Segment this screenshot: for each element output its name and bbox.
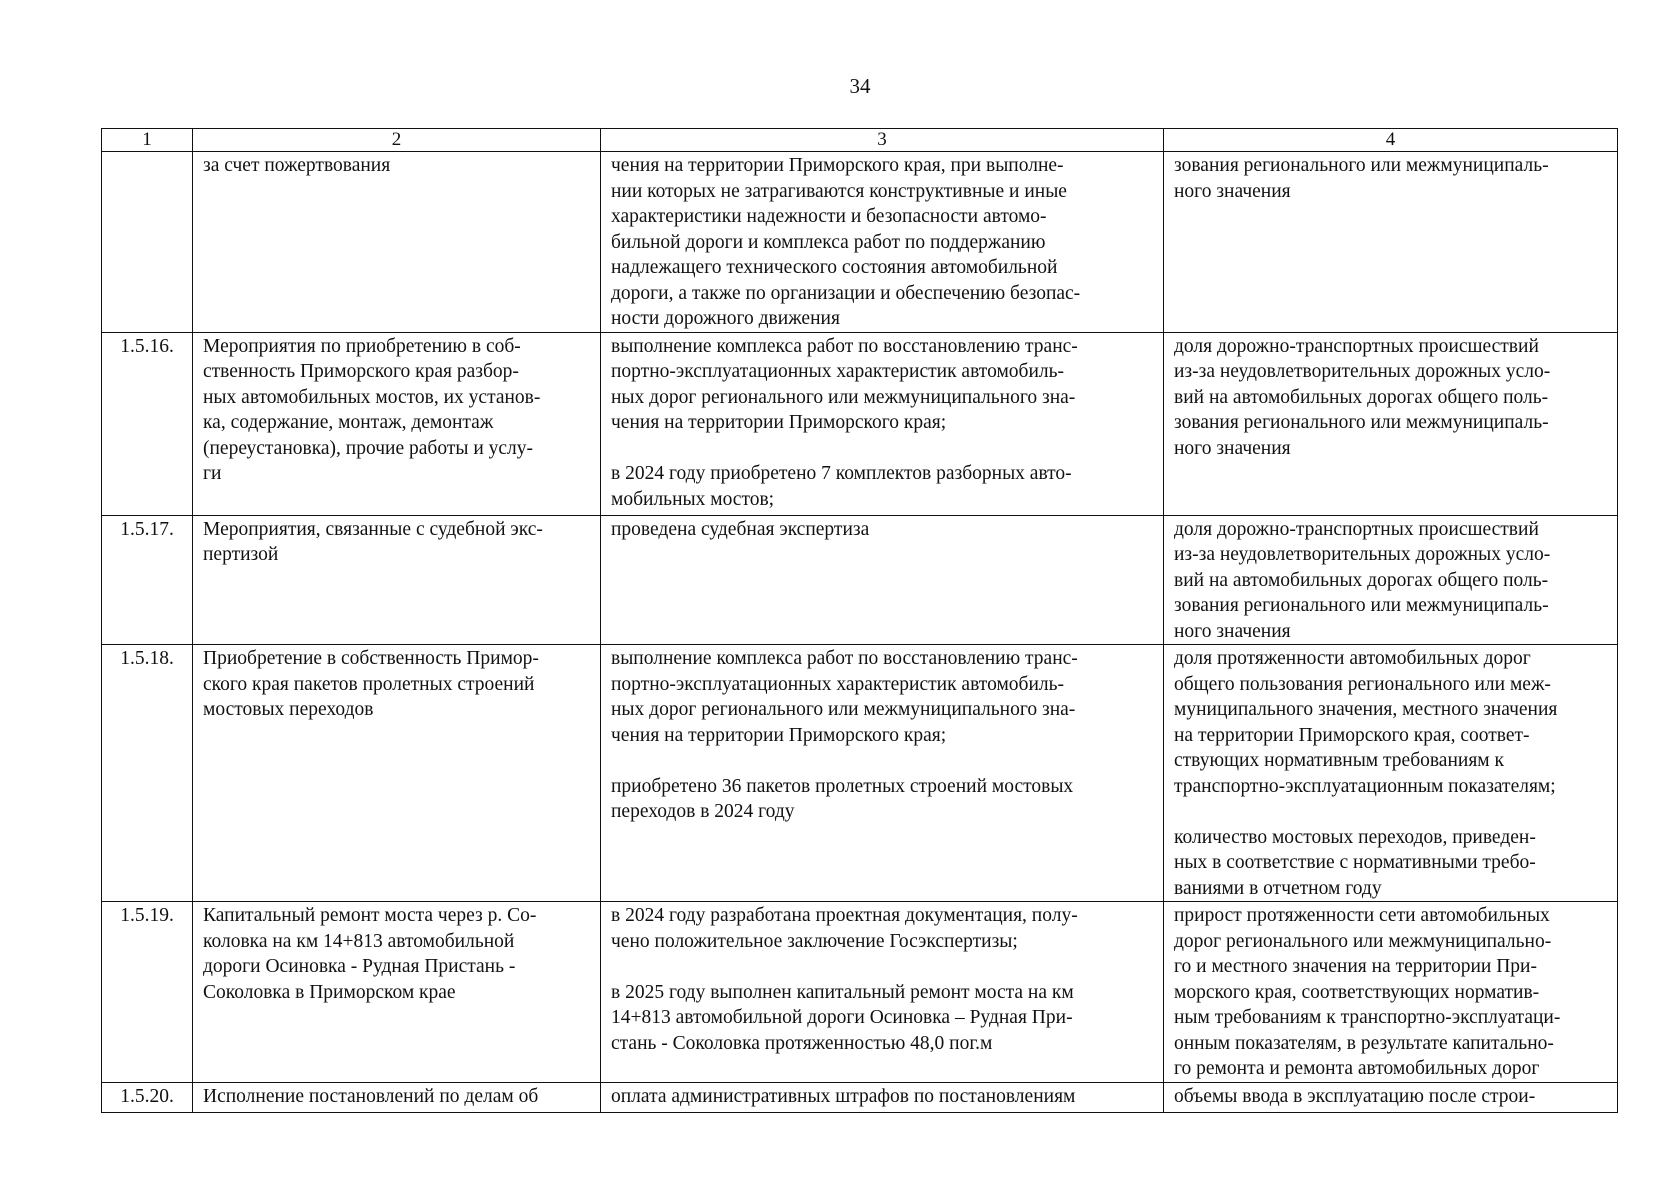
indicator-cell: зования регионального или межмуниципаль- ного значения xyxy=(1164,152,1618,333)
measure-name-cell: Мероприятия по приобретению в соб- ственность Приморского края разбор- ных автомобильных мостов, их установ- ка, содержание, монтаж, демонтаж (переустановка), прочие работы и услу- ги xyxy=(193,332,601,515)
row-number: 1.5.16. xyxy=(102,332,193,515)
result-cell: оплата административных штрафов по постановлениям xyxy=(601,1083,1164,1113)
table-row xyxy=(102,645,1618,902)
table-row xyxy=(102,152,1618,333)
indicator-cell: прирост протяженности сети автомобильных дорог регионального или межмуниципально- го и местного значения на территории При- морского края, соответствующих норматив- ным требованиям к транспортно-эксплуатаци- онным показателям, в результате капитально- го ремонта и ремонта автомобильных дорог xyxy=(1164,902,1618,1083)
indicator-cell: доля дорожно-транспортных происшествий из-за неудовлетворительных дорожных усло- вий на автомобильных дорогах общего поль- зования регионального или межмуниципаль- ного значения xyxy=(1164,515,1618,645)
measure-name-cell: Капитальный ремонт моста через р. Со- коловка на км 14+813 автомобильной дороги Осиновка - Рудная Пристань - Соколовка в Приморском крае xyxy=(193,902,601,1083)
indicator-cell: доля дорожно-транспортных происшествий из-за неудовлетворительных дорожных усло- вий на автомобильных дорогах общего поль- зования регионального или межмуниципаль- ного значения xyxy=(1164,332,1618,515)
column-header-1: 1 xyxy=(102,129,193,152)
table-row xyxy=(102,332,1618,515)
column-header-2: 2 xyxy=(193,129,601,152)
row-number: 1.5.18. xyxy=(102,645,193,902)
page-number: 34 xyxy=(849,74,871,98)
row-number xyxy=(102,152,193,333)
result-cell: выполнение комплекса работ по восстановлению транс- портно-эксплуатационных характеристик автомобиль- ных дорог регионального или межмуниципального зна- чения на территории Приморского края; приобретено 36 пакетов пролетных строений мостовых переходов в 2024 году xyxy=(601,645,1164,902)
row-number: 1.5.19. xyxy=(102,902,193,1083)
table-row xyxy=(102,1083,1618,1113)
measure-name-cell: Мероприятия, связанные с судебной экс- пертизой xyxy=(193,515,601,645)
result-cell: проведена судебная экспертиза xyxy=(601,515,1164,645)
measures-table xyxy=(101,128,1618,1113)
table-row xyxy=(102,902,1618,1083)
table-header-row xyxy=(102,129,1618,152)
result-cell: выполнение комплекса работ по восстановлению транс- портно-эксплуатационных характеристик автомобиль- ных дорог регионального или межмуниципального зна- чения на территории Приморского края; в 2024 году приобретено 7 комплектов разборных авто- мобильных мостов; xyxy=(601,332,1164,515)
measure-name-cell: Приобретение в собственность Примор- ского края пакетов пролетных строений мостовых переходов xyxy=(193,645,601,902)
column-header-3: 3 xyxy=(601,129,1164,152)
measure-name-cell: Исполнение постановлений по делам об xyxy=(193,1083,601,1113)
row-number: 1.5.20. xyxy=(102,1083,193,1113)
indicator-cell: объемы ввода в эксплуатацию после строи- xyxy=(1164,1083,1618,1113)
result-cell: чения на территории Приморского края, при выполне- нии которых не затрагиваются конструктивные и иные характеристики надежности и безопасности автомо- бильной дороги и комплекса работ по поддержанию надлежащего технического состояния автомобильной дороги, а также по организации и обеспечению безопас- ности дорожного движения xyxy=(601,152,1164,333)
result-cell: в 2024 году разработана проектная документация, полу- чено положительное заключение Госэкспертизы; в 2025 году выполнен капитальный ремонт моста на км 14+813 автомобильной дороги Осиновка – Рудная При- стань - Соколовка протяженностью 48,0 пог.м xyxy=(601,902,1164,1083)
indicator-cell: доля протяженности автомобильных дорог общего пользования регионального или меж- муниципального значения, местного значения на территории Приморского края, соответ- ствующих нормативным требованиям к транспортно-эксплуатационным показателям; количество мостовых переходов, приведен- ных в соответствие с нормативными требо- ваниями в отчетном году xyxy=(1164,645,1618,902)
row-number: 1.5.17. xyxy=(102,515,193,645)
table-row xyxy=(102,515,1618,645)
column-header-4: 4 xyxy=(1164,129,1618,152)
measure-name-cell: за счет пожертвования xyxy=(193,152,601,333)
